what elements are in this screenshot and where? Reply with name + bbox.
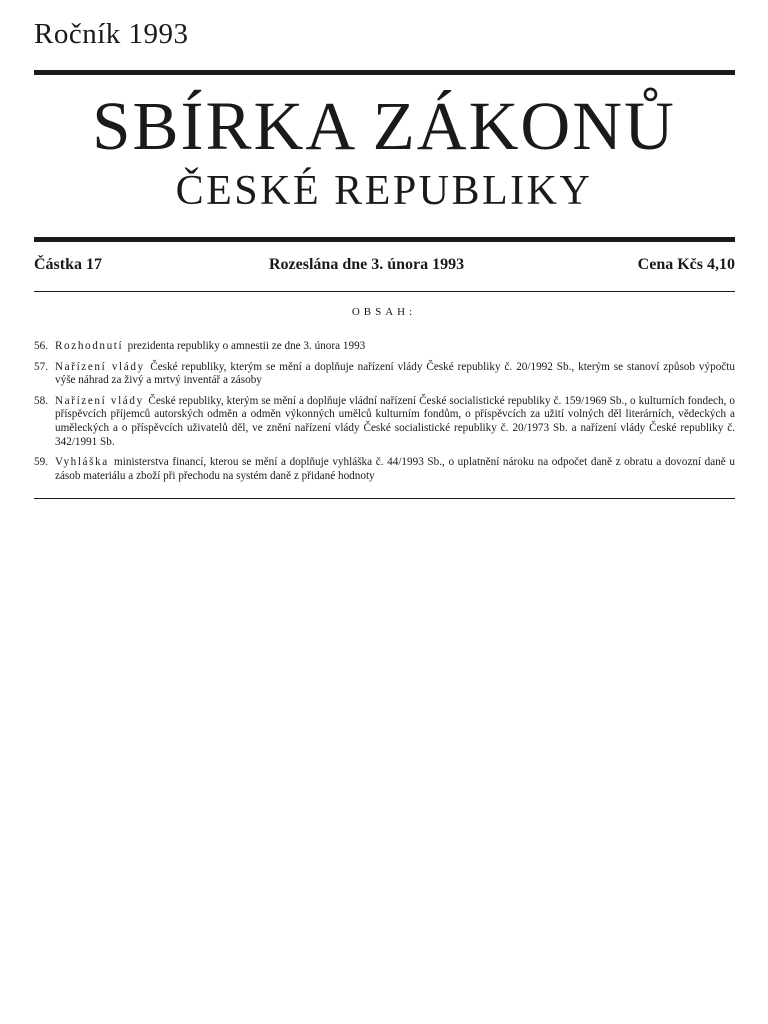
top-rule bbox=[34, 70, 735, 75]
volume-label: Ročník 1993 bbox=[34, 18, 189, 50]
contents-heading: OBSAH: bbox=[351, 306, 417, 318]
title-bottom-rule bbox=[34, 237, 735, 242]
entry-text: České republiky, kterým se mění a doplňuje nařízení vlády České republiky č. 20/1992 Sb., kterým se stanoví způsob výpočtu výše náhrad za živý a mrtvý inventář a zásoby bbox=[55, 360, 735, 387]
entry-text: prezidenta republiky o amnestii ze dne 3. února 1993 bbox=[127, 340, 366, 352]
entry-type: Vyhláška bbox=[55, 456, 115, 469]
price: Cena Kčs 4,10 bbox=[637, 256, 735, 273]
distribution-date: Rozeslána dne 3. února 1993 bbox=[269, 256, 465, 273]
entry-number: 58. bbox=[34, 394, 48, 407]
entry-type: Rozhodnutí bbox=[55, 340, 128, 352]
publication-subtitle: ČESKÉ REPUBLIKY bbox=[175, 168, 593, 214]
entry-type: Nařízení vlády bbox=[55, 394, 149, 407]
entry-number: 56. bbox=[34, 340, 48, 352]
contents-list bbox=[34, 340, 735, 490]
entry-text: České republiky, kterým se mění a doplňuje vládní nařízení České socialistické republiky č. 159/1969 Sb., o kulturních fondech, o příspěvcích příjemců autorských odměn a odměn výkonných umělců kulturním fondům, o příspěvcích za užití volných děl literárních, vědeckých a uměleckých a o příspěvcích uživatelů děl, ve znění nařízení vlády České socialistické republiky č. 20/1973 Sb. a nařízení vlády České republiky č. 342/1991 Sb. bbox=[55, 394, 735, 448]
issue-info-row bbox=[34, 256, 735, 278]
entry-text: ministerstva financí, kterou se mění a doplňuje vyhláška č. 44/1993 Sb., o uplatnění nároku na odpočet daně z obratu a dovozní daně u zásob materiálu a zboží při přechodu na systém daně z přidané hodnoty bbox=[55, 456, 735, 482]
contents-entry bbox=[34, 395, 735, 449]
entry-number: 57. bbox=[34, 360, 48, 373]
contents-entry bbox=[34, 361, 735, 388]
contents-end-rule bbox=[34, 498, 735, 499]
part-number: Částka 17 bbox=[34, 256, 103, 273]
entry-number: 59. bbox=[34, 456, 48, 469]
contents-entry bbox=[34, 456, 735, 483]
info-rule bbox=[34, 291, 735, 292]
entry-type: Nařízení vlády bbox=[55, 360, 151, 373]
contents-entry bbox=[34, 340, 735, 354]
publication-title: SBÍRKA ZÁKONŮ bbox=[92, 88, 676, 164]
